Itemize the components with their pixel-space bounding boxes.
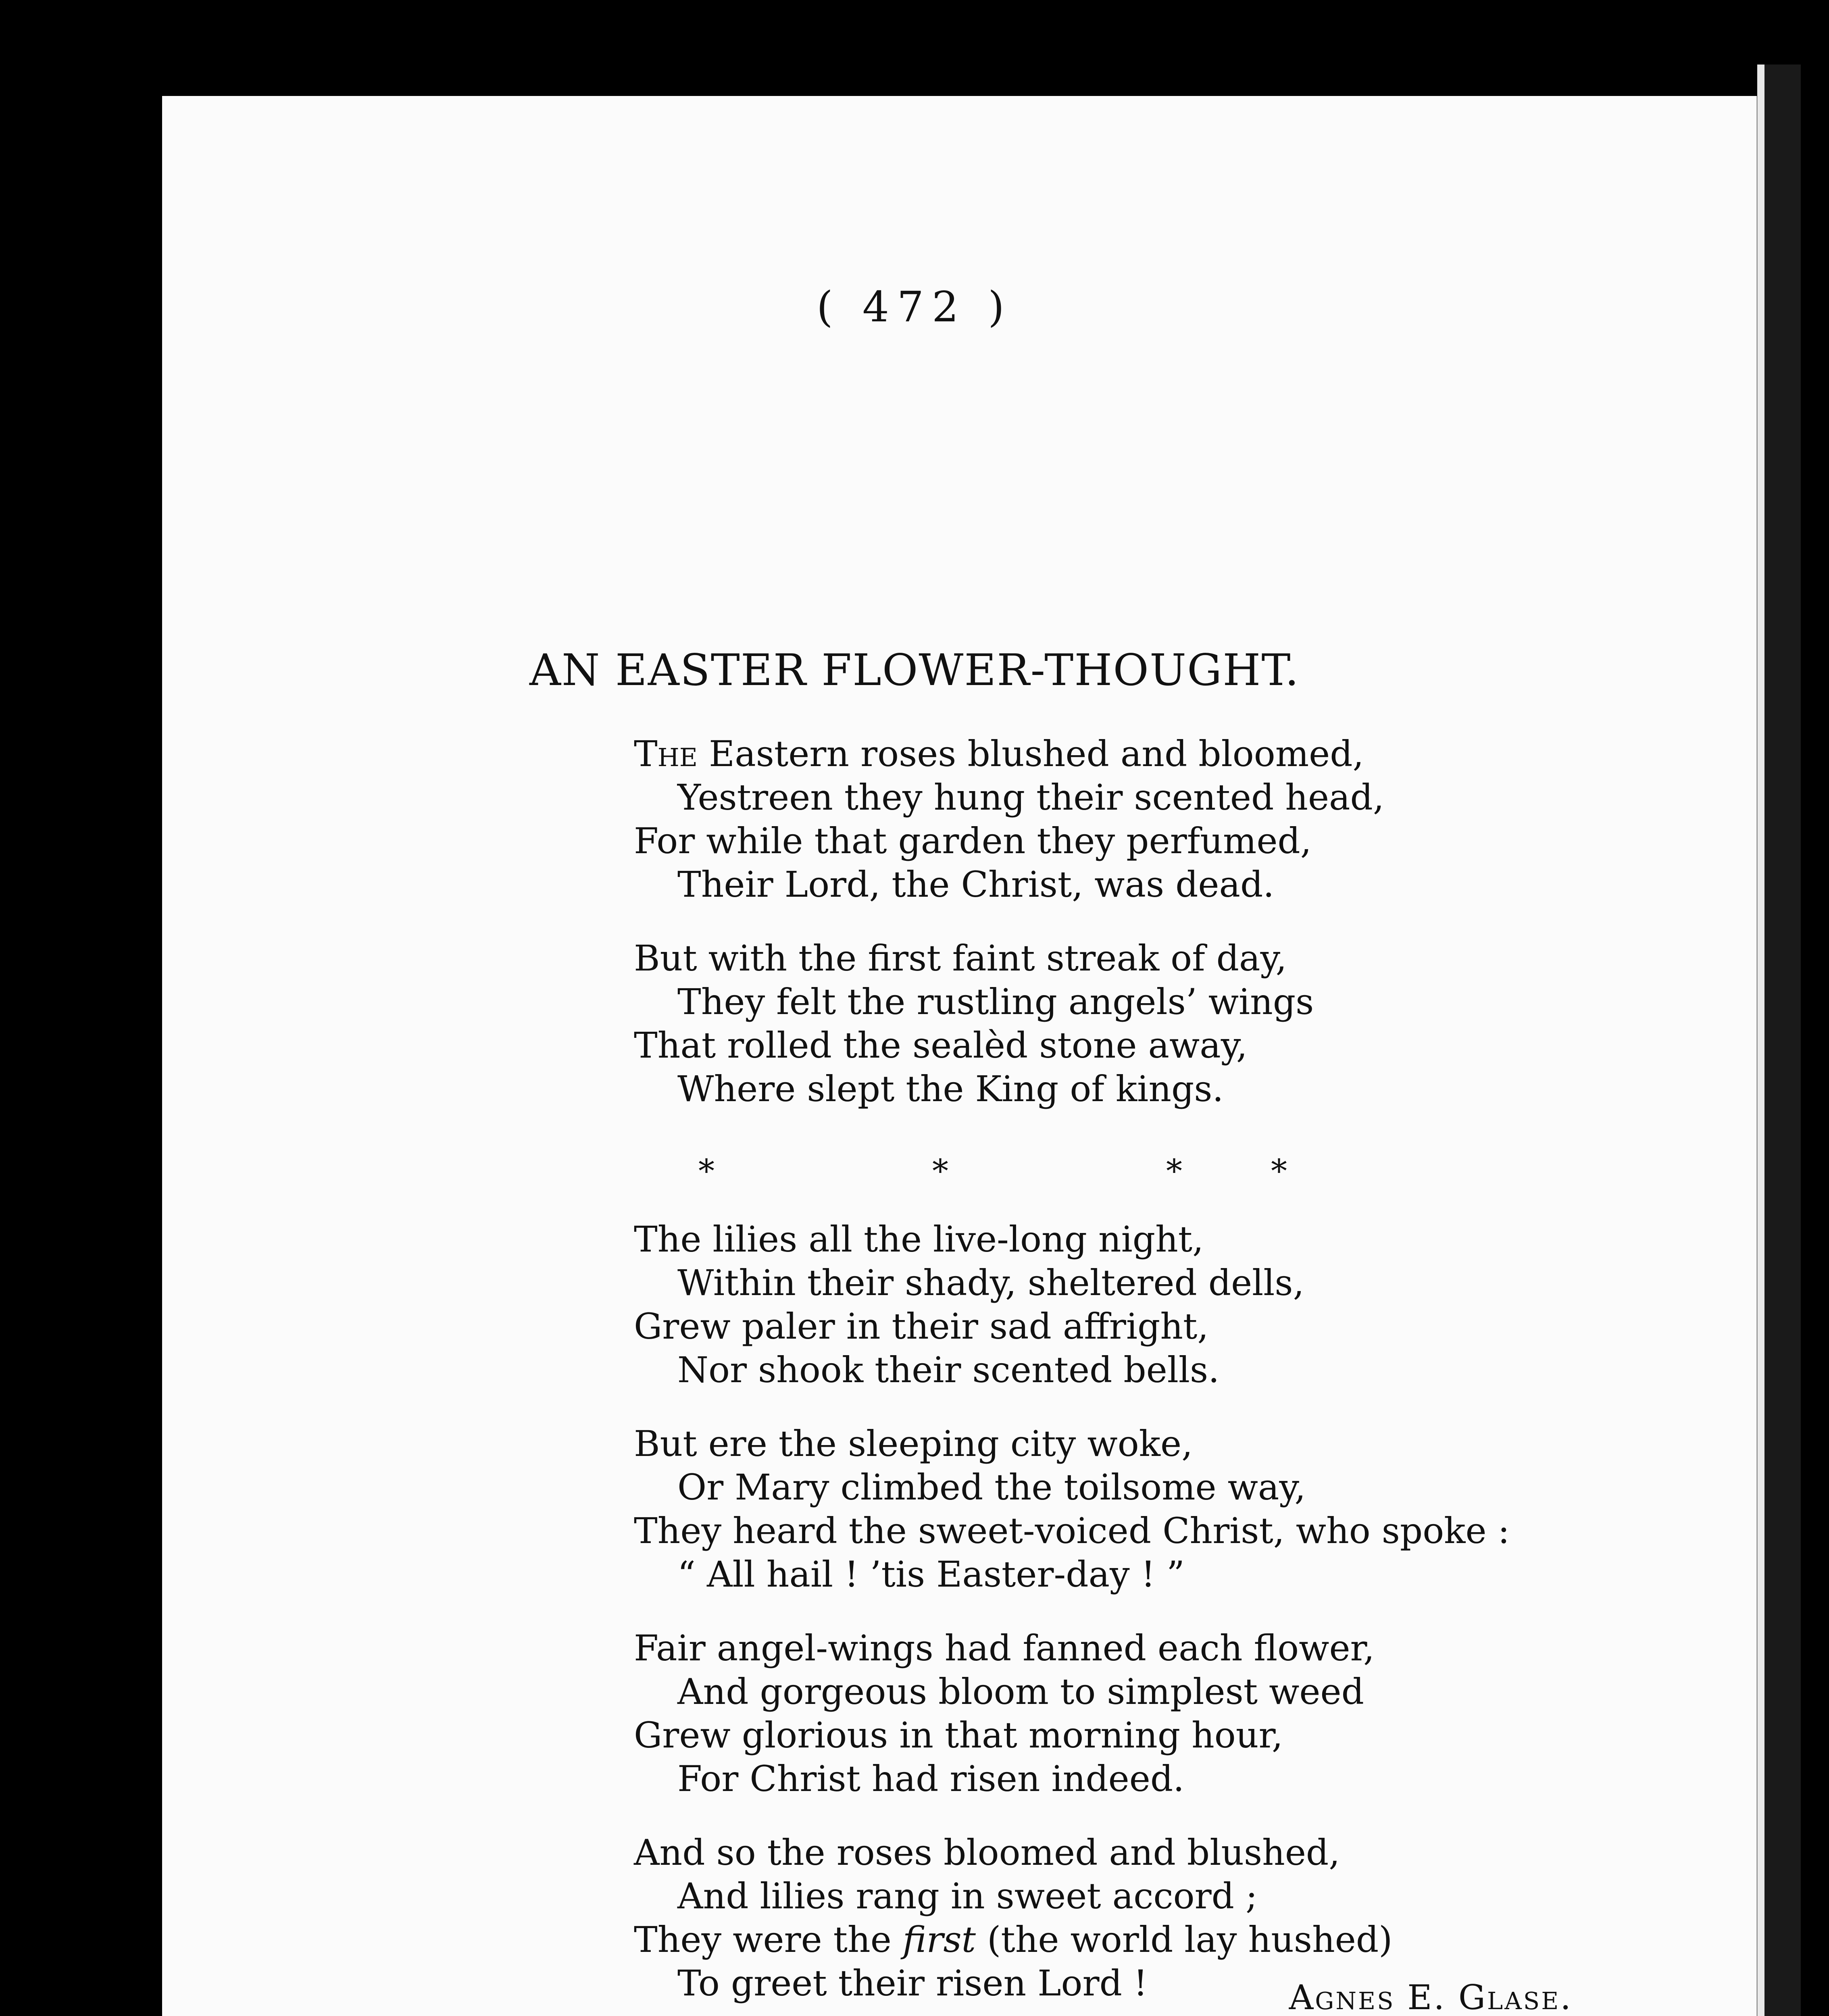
stanza-2 [634, 937, 1723, 1111]
poem-line: “ All hail ! ’tis Easter-day ! ” [677, 1554, 1185, 1595]
drop-word: The [634, 733, 698, 775]
poem-line: They heard the sweet-voiced Christ, who spoke : [634, 1510, 1510, 1552]
poem-line: Grew paler in their sad affright, [634, 1306, 1209, 1347]
poem-line: Nor shook their scented bells. [677, 1349, 1220, 1391]
poem-line: To greet their risen Lord ! [677, 1962, 1148, 2004]
poem-line: And gorgeous bloom to simplest weed [677, 1671, 1364, 1712]
poem-line: Grew glorious in that morning hour, [634, 1714, 1283, 1756]
poem-line: They felt the rustling angels’ wings [677, 981, 1314, 1023]
author-signature: Agnes E. Glase. [1289, 1978, 1573, 2016]
poem-title: AN EASTER FLOWER-THOUGHT. [529, 645, 1300, 696]
adjacent-page-edge [1757, 65, 1801, 2016]
poem-line: Within their shady, sheltered dells, [677, 1262, 1304, 1304]
poem-line: And so the roses bloomed and blushed, [634, 1832, 1340, 1873]
asterism-divider [634, 1141, 1723, 1202]
poem-line: For Christ had risen indeed. [677, 1758, 1185, 1799]
poem-body [634, 732, 1723, 2016]
poem-line: Fair angel-wings had fanned each flower, [634, 1627, 1375, 1669]
line-text: (the world lay hushed) [976, 1919, 1393, 1960]
line-text: They were the [634, 1919, 903, 1960]
poem-line: But ere the sleeping city woke, [634, 1423, 1193, 1464]
poem-line: Where slept the King of kings. [677, 1068, 1224, 1110]
asterisk: * [932, 1152, 948, 1190]
italic-word: first [902, 1919, 976, 1960]
poem-line: But with the first faint streak of day, [634, 937, 1287, 979]
poem-line: Or Mary climbed the toilsome way, [677, 1466, 1306, 1508]
stanza-4 [634, 1422, 1723, 1596]
stanza-3 [634, 1218, 1723, 1392]
poem-line [634, 1918, 1723, 1962]
poem-line: Their Lord, the Christ, was dead. [677, 864, 1275, 905]
asterisk: * [1166, 1152, 1182, 1190]
poem-line: Yestreen they hung their scented head, [677, 777, 1384, 818]
line-text: Eastern roses blushed and bloomed, [698, 733, 1364, 775]
poem-line: That rolled the sealèd stone away, [634, 1025, 1248, 1066]
poem-line: The lilies all the live-long night, [634, 1218, 1204, 1260]
poem-line: And lilies rang in sweet accord ; [677, 1875, 1258, 1917]
stanza-5 [634, 1627, 1723, 1801]
asterisk: * [1271, 1152, 1287, 1190]
poem-line [634, 732, 1723, 776]
asterisk: * [698, 1152, 715, 1190]
poem-line: For while that garden they perfumed, [634, 820, 1312, 862]
page-number: ( 472 ) [817, 282, 1012, 331]
stanza-1 [634, 732, 1723, 906]
